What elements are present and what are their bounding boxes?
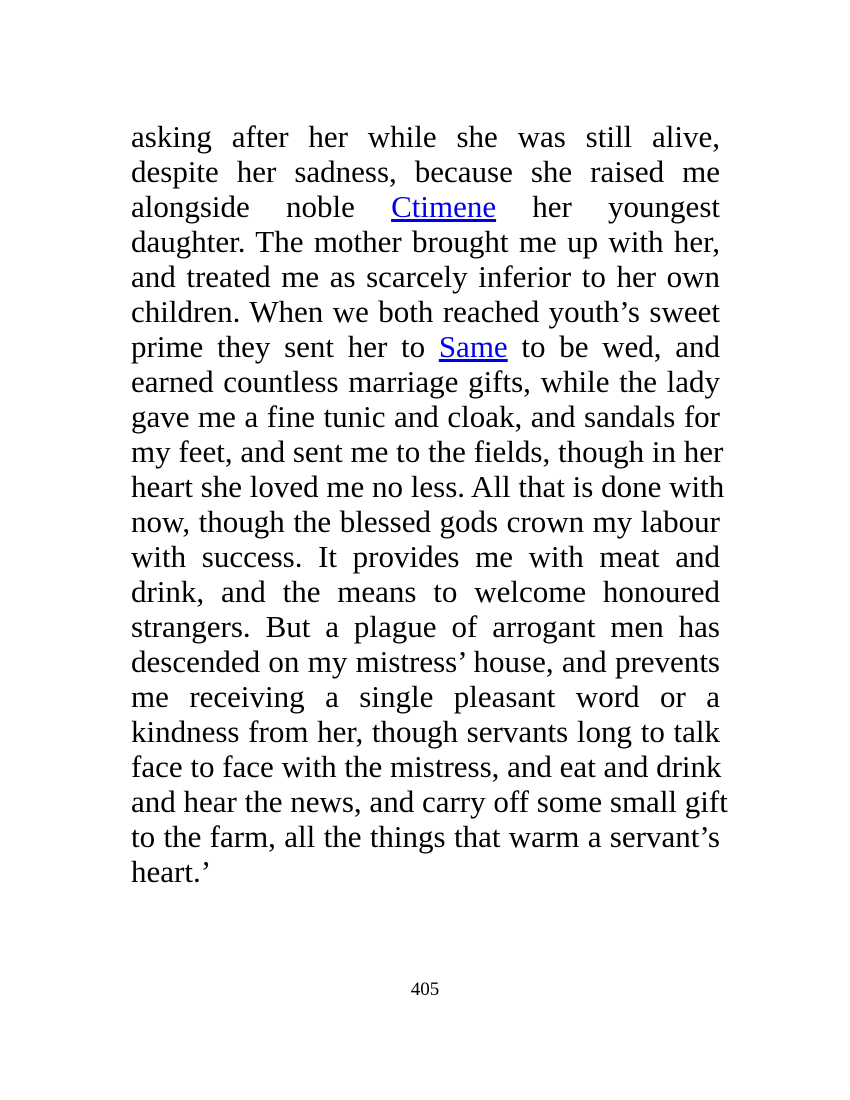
text-segment: earned countless marriage gifts, while the lady [131,364,720,399]
text-line [131,469,725,504]
text-line [131,609,720,644]
text-line [131,749,720,784]
text-line [131,574,720,609]
text-segment: children. When we both reached youth’s sweet [131,294,720,329]
text-segment: her youngest [496,189,720,224]
text-segment: face to face with the mistress, and eat and drink [131,749,722,784]
text-line [131,399,720,434]
text-line [131,364,720,399]
text-line [131,259,720,294]
text-segment: now, though the blessed gods crown my labour [131,504,720,539]
text-segment: descended on my mistress’ house, and prevents [131,644,720,679]
text-line [131,714,720,749]
text-line [131,819,720,854]
text-segment: drink, and the means to welcome honoured [131,574,720,609]
text-line [131,504,720,539]
text-segment: kindness from her, though servants long to talk [131,714,720,749]
text-line [131,784,728,819]
text-segment: asking after her while she was still alive, [131,119,720,154]
text-line [131,679,720,714]
text-line [131,119,720,154]
text-line [131,294,720,329]
text-segment: my feet, and sent me to the fields, though in her [131,434,724,469]
text-line [131,644,720,679]
text-segment: heart she loved me no less. All that is done with [131,469,725,504]
text-line [131,434,724,469]
text-segment: with success. It provides me with meat and [131,539,720,574]
text-segment: despite her sadness, because she raised me [131,154,720,189]
text-line [131,154,720,189]
text-segment: alongside noble [131,189,392,224]
text-segment: daughter. The mother brought me up with her, [131,224,720,259]
place-link-same[interactable]: Same [438,329,508,364]
text-segment: me receiving a single pleasant word or a [131,679,720,714]
text-segment: prime they sent her to [131,329,439,364]
body-text [131,119,728,889]
page-number: 405 [410,979,440,1000]
text-line [131,854,720,889]
text-segment: strangers. But a plague of arrogant men has [131,609,720,644]
text-line [131,224,720,259]
text-line [131,189,720,224]
text-segment: heart.’ [131,854,212,889]
text-line [131,539,720,574]
text-line [131,329,720,364]
text-segment: to the farm, all the things that warm a servant’s [131,819,720,854]
place-link-ctimene[interactable]: Ctimene [391,189,497,224]
text-segment: to be wed, and [507,329,721,364]
text-segment: gave me a fine tunic and cloak, and sandals for [131,399,720,434]
text-segment: and treated me as scarcely inferior to her own [131,259,720,294]
text-segment: and hear the news, and carry off some small gift [131,784,728,819]
